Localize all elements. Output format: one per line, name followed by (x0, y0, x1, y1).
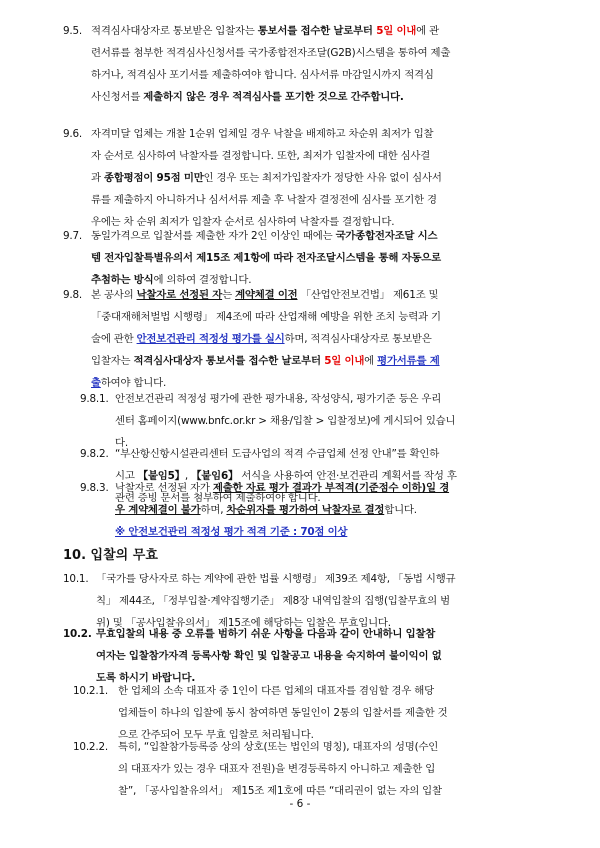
clause-line: 다. (115, 437, 128, 449)
clause-line: 자 순서로 심사하여 낙찰자를 결정합니다. 또한, 최저가 입찰자에 대한 심사결 (91, 150, 431, 162)
clause-number: 9.5. (63, 25, 83, 37)
clause-number: 9.6. (63, 128, 83, 140)
clause-number: 9.8.2. (80, 448, 109, 460)
clause-line: 출하여야 합니다. (91, 377, 167, 389)
clause-line: 추첨하는 방식에 의하여 결정합니다. (91, 274, 252, 286)
page-number: - 6 - (289, 798, 311, 810)
clause-line: 사신청서를 제출하지 않은 경우 적격심사를 포기한 것으로 간주합니다. (91, 91, 404, 103)
clause-9-8-3 (80, 477, 550, 543)
clause-line: 적격심사대상자로 통보받은 입찰자는 통보서를 접수한 날로부터 5일 이내에 관 (91, 25, 439, 37)
section-heading: 10. 입찰의 무효 (63, 548, 158, 563)
clause-number: 10.2. (63, 628, 92, 640)
clause-line: 술에 관한 안전보건관리 적정성 평가를 실시하며, 적격심사대상자로 통보받은 (91, 333, 432, 345)
clause-line: 류를 제출하지 아니하거나 심서서류 제출 후 낙찰자 결정전에 심사를 포기한 경 (91, 194, 437, 206)
clause-9-6 (63, 123, 553, 233)
clause-line: 여자는 입찰참가자격 등록사항 확인 및 입찰공고 내용을 숙지하여 불이익이 없 (96, 650, 442, 662)
clause-line: 「국가를 당사자로 하는 계약에 관한 법률 시행령」 제39조 제4항, 「동법 시행규 (96, 573, 456, 585)
clause-10-2-2 (73, 736, 553, 802)
clause-number: 9.7. (63, 230, 83, 242)
clause-line: 「중대재해처벌법 시행령」 제4조에 따라 산업재해 예방을 위한 조치 능력과 기 (91, 311, 441, 323)
clause-number: 9.8. (63, 289, 83, 301)
clause-line: 의 대표자가 있는 경우 대표자 전원)을 변경등록하지 아니하고 제출한 입 (118, 763, 436, 775)
clause-line: 우에는 차 순위 최저가 입찰자 순서로 심사하여 낙찰자를 결정합니다. (91, 216, 395, 228)
clause-9-5 (63, 20, 553, 108)
clause-line: 무효입찰의 내용 중 오류를 범하기 쉬운 사항을 다음과 같이 안내하니 입찰참 (96, 628, 436, 640)
criteria-note: ※ 안전보건관리 적정성 평가 적격 기준 : 70점 이상 (115, 526, 348, 538)
clause-number: 10.2.2. (73, 741, 108, 753)
clause-number: 10.2.1. (73, 685, 108, 697)
clause-line: 위) 및 「공사입찰유의서」 제15조에 해당하는 입찰은 무효입니다. (96, 617, 391, 629)
clause-line: 템 전자입찰특별유의서 제15조 제1항에 따라 전자조달시스템을 통해 자동으로 (91, 252, 441, 264)
clause-line: 자격미달 업체는 개찰 1순위 업체일 경우 낙찰을 배제하고 차순위 최저가 입찰 (91, 128, 434, 140)
clause-line: 업체들이 하나의 입찰에 동시 참여하면 동일인이 2통의 입찰서를 제출한 것 (118, 707, 448, 719)
clause-line: 낙찰자로 선정된 자가 제출한 자료 평가 결과가 부적격(기준점수 이하)일 경 (115, 482, 450, 494)
clause-number: 10.1. (63, 573, 89, 585)
clause-line: 한 업체의 소속 대표자 중 1인이 다른 업체의 대표자를 겸임할 경우 해당 (118, 685, 434, 697)
clause-line: 으로 간주되어 모두 무효 입찰로 처리됩니다. (118, 729, 314, 741)
clause-line: 시고 【붙임5】, 【붙임6】 서식을 사용하여 안전·보건관리 계획서를 작성 후 (115, 470, 457, 482)
clause-line: 관련 증빙 문서를 첨부하여 제출하여야 합니다. (115, 492, 321, 504)
clause-line: 련서류를 첨부한 적격심사신청서를 국가종합전자조달(G2B)시스템을 통하여 제출 (91, 47, 451, 59)
clause-line: 센터 홈페이지(www.bnfc.or.kr > 채용/입찰 > 입찰정보)에 게시되어 있습니 (115, 415, 456, 427)
clause-line: 특히, “입찰참가등록증 상의 상호(또는 법인의 명칭), 대표자의 성명(수인 (118, 741, 439, 753)
clause-number: 9.8.1. (80, 393, 109, 405)
clause-line: 하거나, 적격심사 포기서를 제출하여야 합니다. 심사서류 마감일시까지 적격심 (91, 69, 434, 81)
clause-line: 찰”, 「공사입찰유의서」 제15조 제1호에 따른 “대리권이 없는 자의 입찰 (118, 785, 442, 797)
clause-line: 도록 하시기 바랍니다. (96, 672, 196, 684)
clause-line: 우 계약체결이 불가하며, 차순위자를 평가하여 낙찰자로 결정합니다. (115, 504, 417, 516)
clause-9-8 (63, 284, 553, 394)
clause-9-7 (63, 225, 553, 291)
clause-line: 본 공사의 낙찰자로 선정된 자는 계약체결 이전 「산업안전보건법」 제61조 및 (91, 289, 439, 301)
clause-line: “부산항신항시설관리센터 도급사업의 적격 수급업체 선정 안내”를 확인하 (115, 448, 440, 460)
clause-line: 과 종합평점이 95점 미만인 경우 또는 최저가입찰자가 정당한 사유 없이 심사서 (91, 172, 442, 184)
clause-line: 동일가격으로 입찰서를 제출한 자가 2인 이상인 때에는 국가종합전자조달 시스 (91, 230, 438, 242)
clause-line: 입찰자는 적격심사대상자 통보서를 접수한 날로부터 5일 이내에 평가서류를 제 (91, 355, 440, 367)
clause-line: 안전보건관리 적정성 평가에 관한 평가내용, 작성양식, 평가기준 등은 우리 (115, 393, 442, 405)
clause-number: 9.8.3. (80, 482, 109, 494)
clause-line: 칙」 제44조, 「정부입찰·계약집행기준」 제8장 내역입찰의 집행(입찰무효의 범 (96, 595, 450, 607)
